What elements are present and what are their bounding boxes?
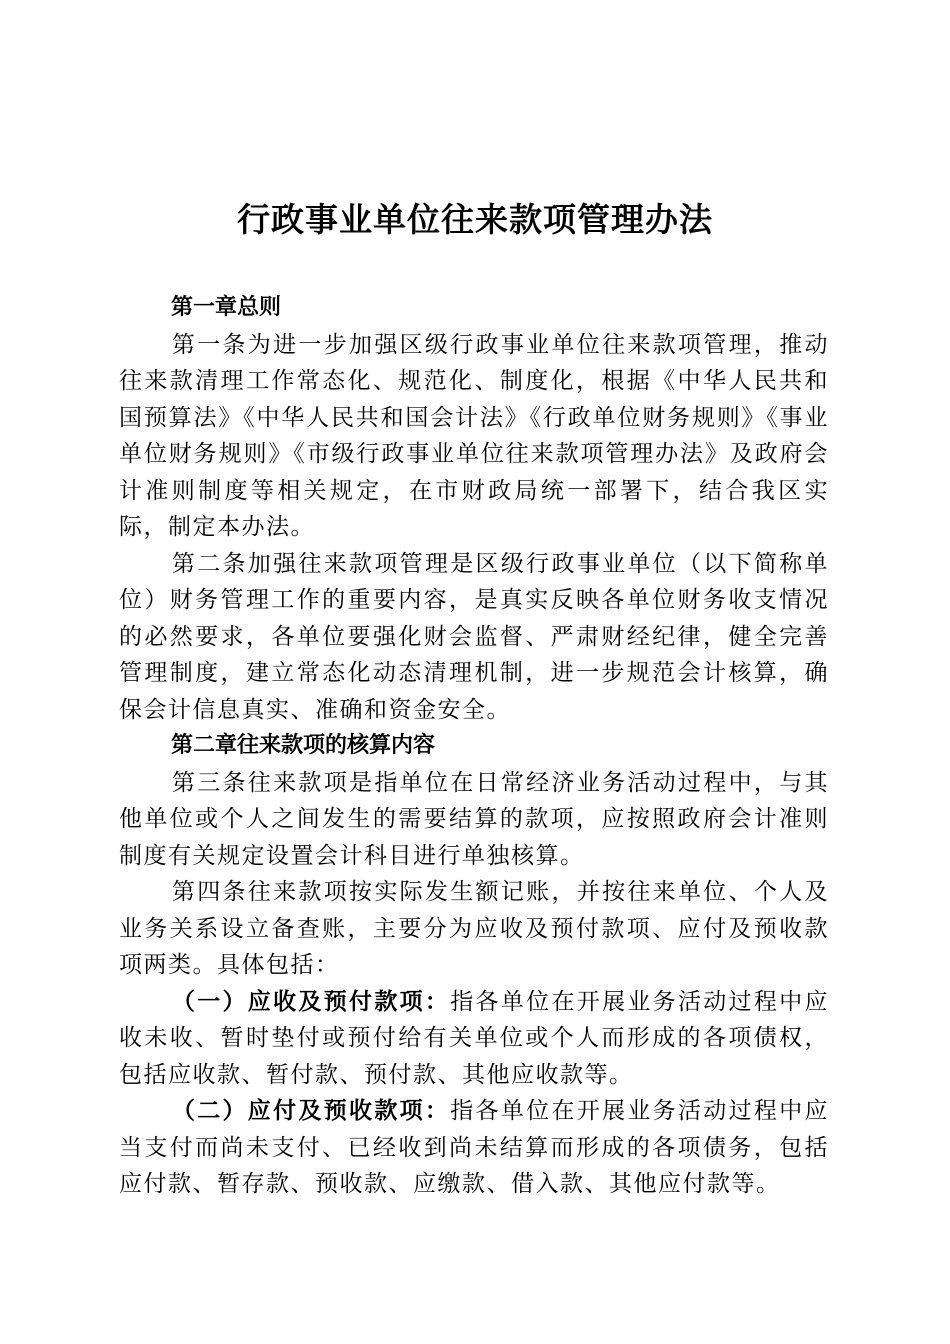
article-4: 第四条往来款项按实际发生额记账，并按往来单位、个人及业务关系设立备查账，主要分为应收及预付款项、应付及预收款项两类。具体包括： bbox=[119, 879, 829, 978]
item-1 bbox=[119, 984, 829, 1094]
document-title: 行政事业单位往来款项管理办法 bbox=[237, 200, 713, 239]
chapter-1-heading: 第一章总则 bbox=[171, 295, 282, 320]
item-2-heading: （二）应付及预收款项： bbox=[171, 1097, 451, 1124]
item-2-body: 指各单位在开展业务活动过程中应当支付而尚未支付、已经收到尚未结算而形成的各项债务，包括应付款、暂存款、预收款、应缴款、借入款、其他应付款等。 bbox=[119, 1098, 830, 1197]
item-1-body: 指各单位在开展业务活动过程中应收未收、暂时垫付或预付给有关单位或个人而形成的各项债权，包括应收款、暂付款、预付款、其他应收款等。 bbox=[119, 988, 830, 1088]
item-1-heading: （一）应收及预付款项： bbox=[171, 987, 451, 1015]
item-2 bbox=[119, 1093, 829, 1203]
chapter-2-heading: 第二章往来款项的核算内容 bbox=[171, 733, 436, 758]
article-2: 第二条加强往来款项管理是区级行政事业单位（以下简称单位）财务管理工作的重要内容，是真实反映各单位财务收支情况的必然要求，各单位要强化财会监督、严肃财经纪律，健全完善管理制度，建立常态化动态清理机制，进一步规范会计核算，确保会计信息真实、准确和资金安全。 bbox=[119, 550, 829, 723]
article-3: 第三条往来款项是指单位在日常经济业务活动过程中，与其他单位或个人之间发生的需要结算的款项，应按照政府会计准则制度有关规定设置会计科目进行单独核算。 bbox=[119, 769, 829, 869]
article-1: 第一条为进一步加强区级行政事业单位往来款项管理，推动往来款清理工作常态化、规范化、制度化，根据《中华人民共和国预算法》《中华人民共和国会计法》《行政单位财务规则》《事业单位财务规则》《市级行政事业单位往来款项管理办法》及政府会计准则制度等相关规定，在市财政局统一部署下，结合我区实际，制定本办法。 bbox=[119, 331, 829, 540]
document-body bbox=[119, 290, 829, 1203]
